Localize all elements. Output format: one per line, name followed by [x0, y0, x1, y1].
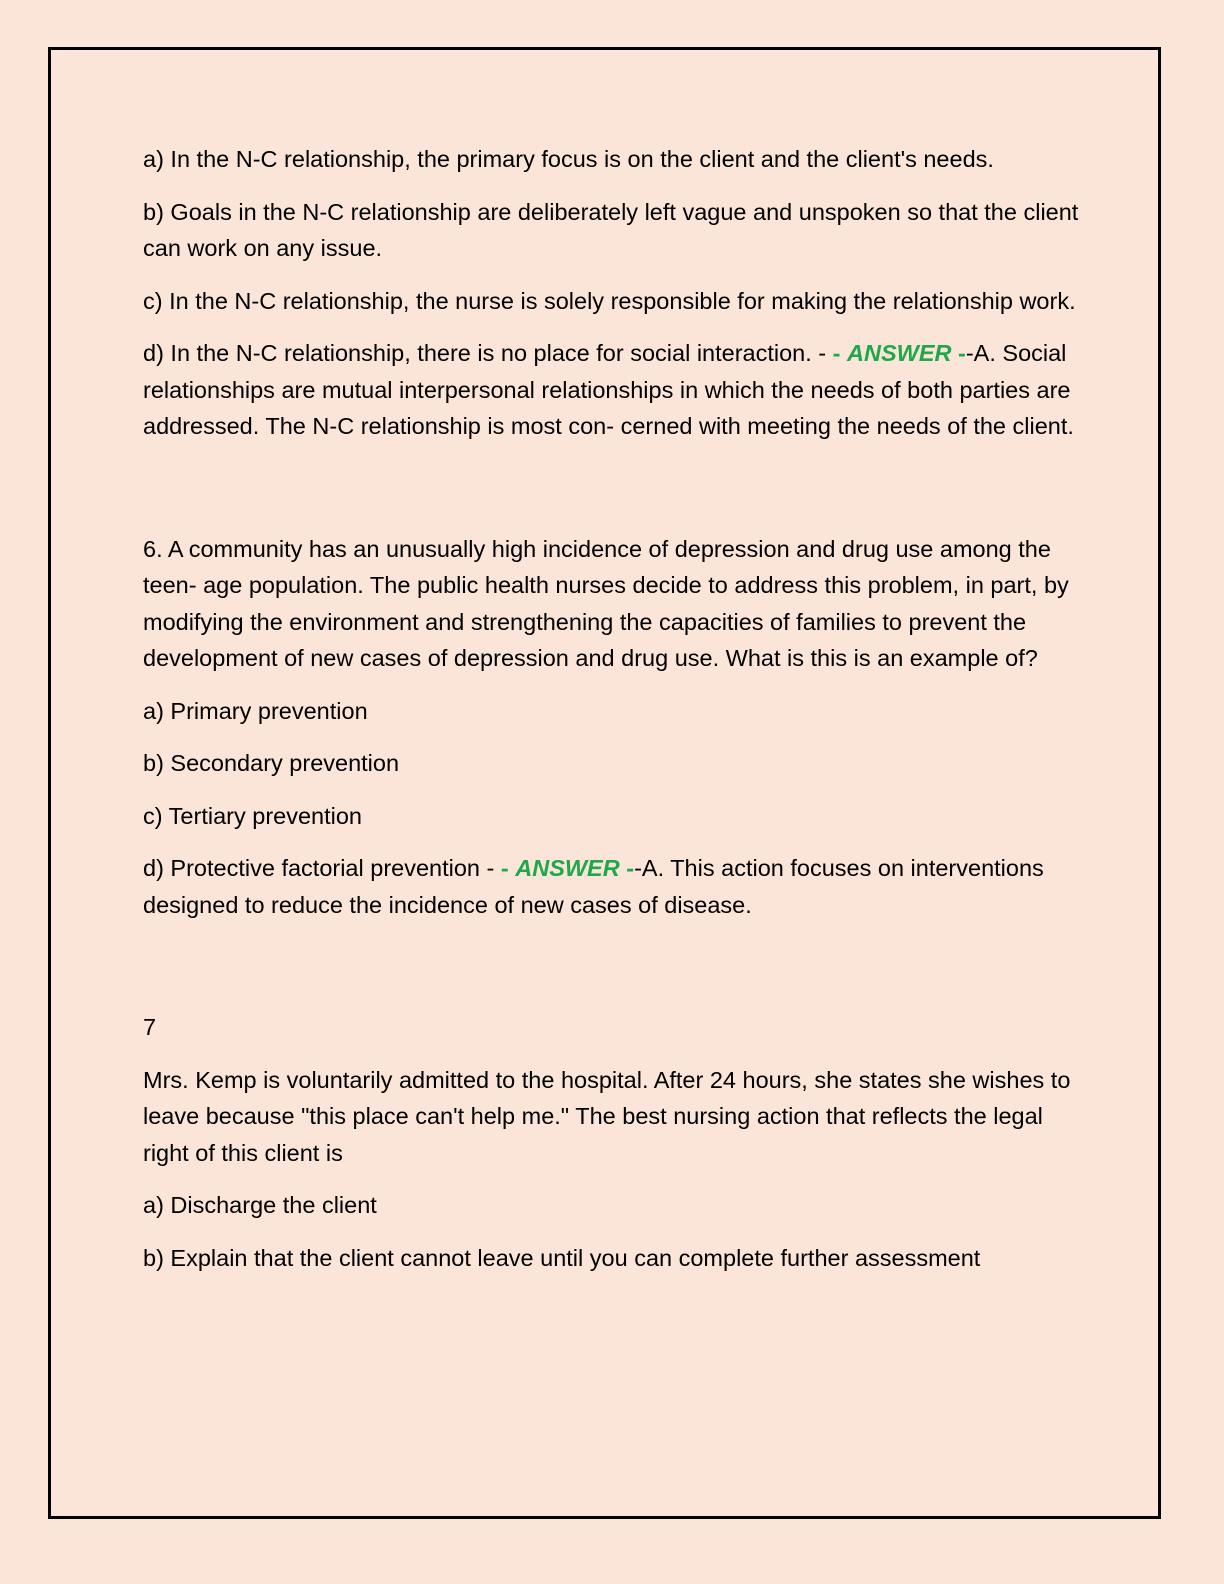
q6-question: 6. A community has an unusually high incidence of depression and drug use among the teen- age population. The public health nurses decide to address this problem, in part, by modifying the environment and strengthening the capacities of families to prevent the development of new cases of depression and drug use. What is this is an example of? — [143, 535, 1069, 671]
q6-answer-label: ANSWER — [515, 855, 620, 881]
q7-option-b: b) Explain that the client cannot leave until you can complete further assessment — [143, 1244, 981, 1271]
q5-option-b: b) Goals in the N-C relationship are deliberately left vague and unspoken so that the client can work on any issue. — [143, 198, 1079, 261]
q7-question: Mrs. Kemp is voluntarily admitted to the hospital. After 24 hours, she states she wishes to leave because "this place can't help me." The best nursing action that reflects the legal right of this client is — [143, 1066, 1071, 1166]
q5-option-d-text: d) In the N-C relationship, there is no place for social interaction. - — [143, 340, 833, 366]
q7-option-a: a) Discharge the client — [143, 1192, 377, 1218]
q6-option-d-text: d) Protective factorial prevention - — [143, 855, 501, 881]
q5-option-d — [143, 335, 1083, 445]
q5-option-c: c) In the N-C relationship, the nurse is solely responsible for making the relationship work. — [143, 287, 1076, 314]
q5-answer-label: ANSWER — [847, 340, 952, 366]
q5-option-a: a) In the N-C relationship, the primary focus is on the client and the client's needs. — [143, 146, 994, 172]
answer-dash: - — [619, 855, 635, 881]
q7-number: 7 — [143, 1014, 157, 1040]
q6-option-b: b) Secondary prevention — [143, 750, 400, 776]
q6-option-c: c) Tertiary prevention — [143, 802, 362, 829]
q6-option-a: a) Primary prevention — [143, 697, 368, 724]
answer-dash: - — [832, 340, 848, 366]
spacer — [143, 939, 1083, 1009]
spacer — [143, 461, 1083, 531]
q6-option-d — [143, 850, 1083, 923]
answer-dash: - — [951, 340, 966, 366]
q5-answer-explanation: -A. Social relationships are mutual interpersonal relationships in which the needs of both parties are addressed. The N-C relationship is most con- cerned with meeting the needs of the client. — [143, 340, 1074, 439]
document-body — [143, 141, 1083, 1292]
q6-answer-explanation: -A. This action focuses on interventions designed to reduce the incidence of new cases of disease. — [143, 855, 1044, 918]
answer-dash: - — [500, 855, 516, 881]
